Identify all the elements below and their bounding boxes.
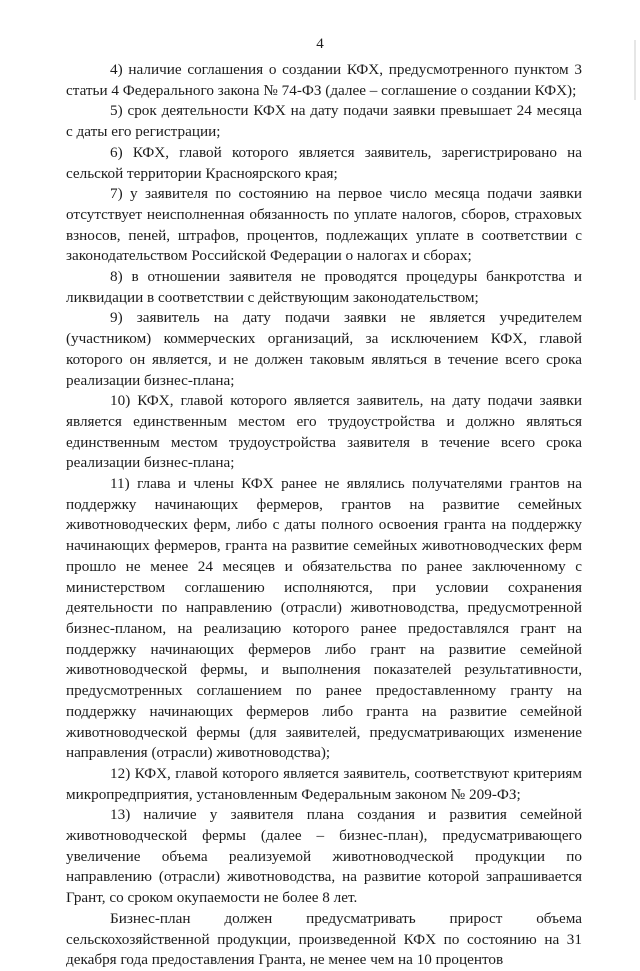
document-body [66,60,582,971]
paragraph-item-8: 8) в отношении заявителя не проводятся процедуры банкротства и ликвидации в соответствии с действующим законодательством; [66,268,582,306]
paragraph-item-7: 7) у заявителя по состоянию на первое число месяца подачи заявки отсутствует неисполненная обязанность по уплате налогов, сборов, страховых взносов, пеней, штрафов, процентов, подлежащих уплате в соответствии с законодательством Российской Федерации о налогах и сборах; [66,185,582,265]
page-number: 4 [316,36,324,52]
paragraph-item-13: 13) наличие у заявителя плана создания и развития семейной животноводческой фермы (далее – бизнес-план), предусматривающего увеличение объема реализуемой животноводческой продукции по направлению (отрасли) животноводства, на развитие которой запрашивается Грант, со сроком окупаемости не более 8 лет. [66,806,582,907]
paragraph-business-plan: Бизнес-план должен предусматривать прирост объема сельскохозяйственной продукции, произведенной КФХ по состоянию на 31 декабря года предоставления Гранта, не менее чем на 10 процентов [66,909,582,969]
paragraph-item-9: 9) заявитель на дату подачи заявки не является учредителем (участником) коммерческих организаций, за исключением КФХ, главой которого он является, и не должен таковым являться в течение всего срока реализации бизнес-плана; [66,309,582,389]
paragraph-item-11: 11) глава и члены КФХ ранее не являлись получателями грантов на поддержку начинающих фермеров, грантов на развитие семейных животноводческих ферм, либо с даты полного освоения гранта на поддержку начинающих фермеров, гранта на развитие семейных животноводческих ферм прошло не менее 24 месяцев и обязательства по ранее заключенному с министерством соглашению исполняются, при условии сохранения деятельности по направлению (отрасли) животноводства, предусмотренной бизнес-планом, на реализацию которого ранее предоставлялся грант на поддержку начинающих фермеров либо грант на развитие семейной животноводческой фермы, и выполнения показателей результативности, предусмотренных соглашением по ранее предоставленному гранту на поддержку начинающих фермеров либо гранта на развитие семейной животноводческой фермы (для заявителей, предусматривающих изменение направления (отрасли) животноводства); [66,475,582,762]
paragraph-item-4: 4) наличие соглашения о создании КФХ, предусмотренного пунктом 3 статьи 4 Федерального закона № 74-ФЗ (далее – соглашение о создании КФХ); [66,61,582,99]
paragraph-item-10: 10) КФХ, главой которого является заявитель, на дату подачи заявки является единственным местом его трудоустройства и должно являться единственным местом трудоустройства заявителя в течение всего срока реализации бизнес-плана; [66,392,582,472]
paragraph-item-5: 5) срок деятельности КФХ на дату подачи заявки превышает 24 месяца с даты его регистрации; [66,102,582,141]
paragraph-item-12: 12) КФХ, главой которого является заявитель, соответствуют критериям микропредприятия, установленным Федеральным законом № 209-ФЗ; [66,764,582,803]
paragraph-item-6: 6) КФХ, главой которого является заявитель, зарегистрировано на сельской территории Красноярского края; [66,143,582,182]
